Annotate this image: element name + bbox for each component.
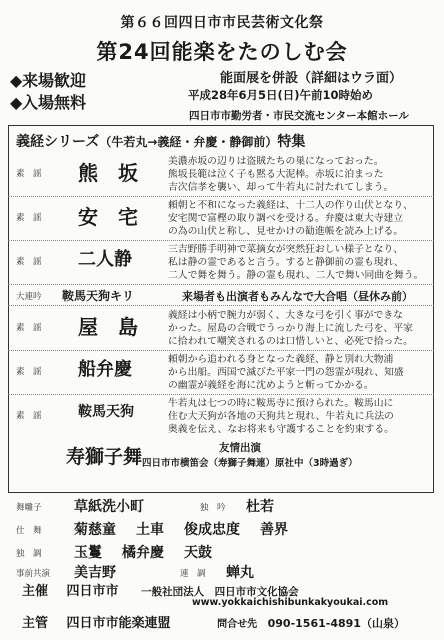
program-title: 寿獅子舞 (66, 446, 143, 468)
phone-number[interactable]: 090-1561-4891（山泉） (267, 617, 405, 630)
divider (8, 350, 434, 351)
divider (8, 284, 434, 285)
role-row: 事前共演 美吉野 連 調 蝉丸 (16, 565, 254, 581)
program-desc: 来場者も出演者もみんなで大合唱（昼休み前） (182, 290, 413, 303)
program-row (16, 243, 426, 283)
divider (8, 394, 434, 395)
program-kind: 大連吟 (16, 292, 42, 302)
guest-label: 友情出演 (219, 442, 261, 454)
host: 四日市市 (66, 584, 119, 599)
role-row: 舞囃子 草紙洗小町 独 吟 杜若 (16, 499, 274, 515)
program-title: 二人静 (78, 249, 132, 270)
host-label: 主催 (22, 584, 49, 599)
event-title: 第24回能楽をたのしむ会 (96, 40, 348, 64)
guest-performer: 四日市市横笛会（寿獅子舞連）原社中（3時過ぎ） (142, 458, 358, 469)
series-suffix: 特集 (277, 134, 306, 150)
co-host: 一般社団法人 四日市市文化協会 (141, 586, 299, 598)
diamond-icon: ◆ (10, 71, 23, 90)
program-row (16, 440, 426, 476)
program-title: 安 宅 (78, 205, 138, 229)
program-kind: 素 謡 (16, 367, 42, 377)
admission-notes (10, 70, 86, 114)
program-row (16, 397, 426, 437)
series-title: 義経シリーズ (16, 134, 100, 150)
program-desc: 三吉野勝手明神で菜摘女が突然狂おしい様子となり、 私は静の霊であると言う。すると静御前の霊も現れ、 二人で舞を舞う。静の霊も現れ、二人で舞い同曲を舞う。 (168, 244, 424, 281)
program-row (16, 287, 426, 305)
program-desc: 頼朝から追われる身となった義経、静と別れ大物浦 から出船。西国で滅びた平家一門の怨霊が現れ、知盛 の幽霊が義経を海に沈めようと斬ってかかる。 (168, 354, 404, 391)
welcome-note: ◆来場歓迎 (10, 71, 87, 90)
manager-line (22, 612, 405, 631)
free-admission-note: ◆入場無料 (10, 93, 87, 112)
event-venue: 四日市市勤労者・市民交流センター本館ホール (189, 110, 409, 122)
program-title: 熊 坂 (78, 161, 138, 185)
program-kind: 素 謡 (16, 169, 42, 179)
divider (8, 240, 434, 241)
website-link[interactable]: www.yokkaichishibunkakyoukai.com (192, 597, 389, 608)
program-row (16, 155, 426, 191)
program-desc: 頼朝と不和になった義経は、十二人の作り山伏となり、 安宅関で富樫の取り調べを受ける。弁慶は東大寺建立 の為の山伏と称し、見せかけの勧進帳を読み上げる。 (168, 200, 413, 237)
program-row (16, 353, 426, 393)
divider (8, 196, 434, 197)
diamond-icon: ◆ (10, 93, 23, 112)
program-desc: 牛若丸は七つの時に鞍馬寺に預けられた。鞍馬山に 住む大天狗が各地の天狗共と現れ、牛若丸に兵法の 奥義を伝え、なお将来も守護することを約束する。 (168, 398, 394, 435)
role-row: 独 調 玉鬘 橘弁慶 天鼓 (16, 545, 212, 561)
program-kind: 素 謡 (16, 411, 42, 421)
manager-label: 主管 (22, 616, 49, 631)
series-subtitle: （牛若丸→義経・弁慶・静御前） (99, 135, 278, 149)
series-heading (16, 131, 305, 151)
program-kind: 素 謡 (16, 213, 42, 223)
program-row (16, 309, 426, 349)
divider (8, 305, 434, 306)
event-datetime: 平成28年6月5日(日)午前10時始め (188, 88, 374, 102)
festival-name: 第６６回四日市市民芸術文化祭 (120, 15, 324, 31)
program-desc: 美濃赤坂の辺りは盗賊たちの巣になっておった。 熊坂長範は泣く子も黙る大泥棒。赤坂に泊まった 吉次信孝を襲い、却って牛若丸に討たれてしまう。 (168, 156, 394, 193)
event-info (188, 70, 403, 104)
program-title: 鞍馬天狗 (78, 404, 134, 420)
program-title: 鞍馬天狗キリ (62, 289, 135, 303)
exhibit-note: 能面展を併設（詳細はウラ面） (220, 71, 403, 86)
program-row (16, 199, 426, 239)
inquiry-label: 問合せ先 (217, 619, 258, 630)
program-kind: 素 謡 (16, 323, 42, 333)
program-desc: 義経は小柄で腕力が弱く、大きな弓を引く事ができな かった。屋島の合戦でうっかり海上に流した弓を、平家 に拾われて嘲笑されるのは口惜しいと、必死で拾った。 (168, 310, 413, 347)
program-title: 屋 島 (78, 315, 138, 339)
program-kind: 素 謡 (16, 257, 42, 267)
manager: 四日市市能楽連盟 (66, 616, 171, 631)
program-title: 船弁慶 (78, 359, 132, 380)
role-row: 仕 舞 菊慈童 土車 俊成忠度 善界 (16, 522, 288, 538)
